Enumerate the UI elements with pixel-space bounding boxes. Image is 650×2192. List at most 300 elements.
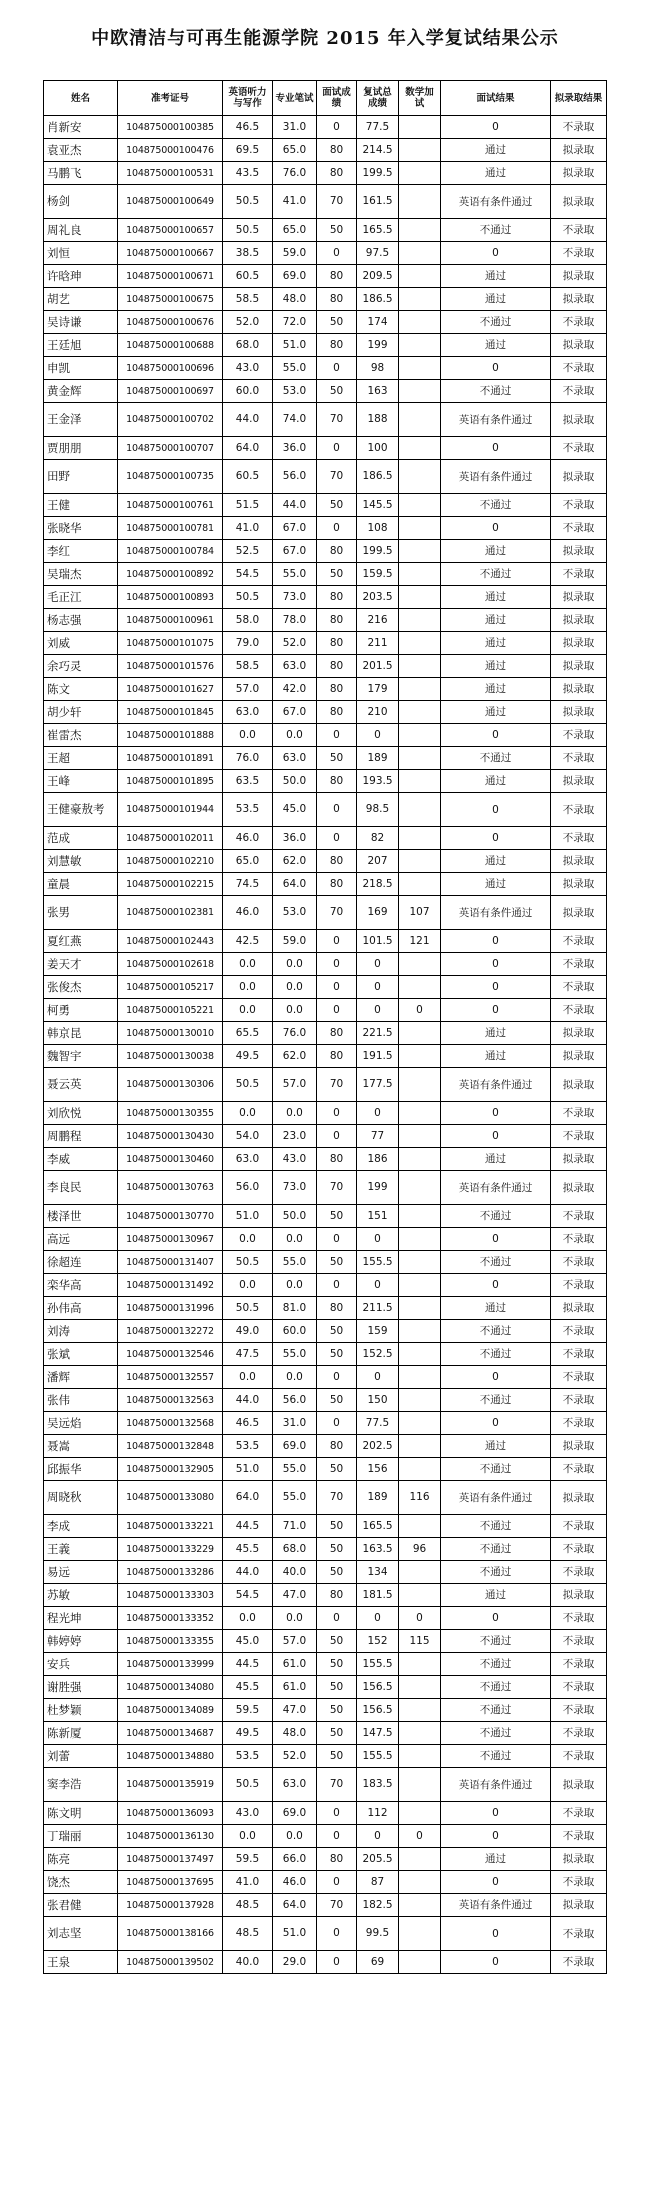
cell-math-extra <box>399 850 441 873</box>
table-row <box>44 1458 607 1481</box>
cell-name: 袁亚杰 <box>44 139 118 162</box>
cell-major-written: 73.0 <box>273 586 317 609</box>
cell-math-extra <box>399 1699 441 1722</box>
cell-english: 63.0 <box>223 1148 273 1171</box>
table-row <box>44 1768 607 1802</box>
cell-english: 45.0 <box>223 1630 273 1653</box>
table-row <box>44 357 607 380</box>
cell-admission: 拟录取 <box>551 1435 607 1458</box>
cell-admission: 不录取 <box>551 793 607 827</box>
cell-total: 99.5 <box>357 1917 399 1951</box>
cell-exam-id: 104875000130770 <box>118 1205 223 1228</box>
cell-admission: 不录取 <box>551 953 607 976</box>
cell-english: 60.0 <box>223 380 273 403</box>
cell-name: 许晗珅 <box>44 265 118 288</box>
cell-exam-id: 104875000100702 <box>118 403 223 437</box>
cell-major-written: 47.0 <box>273 1699 317 1722</box>
cell-interview-score: 80 <box>317 334 357 357</box>
cell-admission: 不录取 <box>551 219 607 242</box>
cell-interview-score: 50 <box>317 219 357 242</box>
cell-major-written: 55.0 <box>273 1343 317 1366</box>
cell-major-written: 0.0 <box>273 1274 317 1297</box>
cell-major-written: 47.0 <box>273 1584 317 1607</box>
cell-interview-score: 0 <box>317 999 357 1022</box>
cell-english: 50.5 <box>223 1768 273 1802</box>
cell-major-written: 78.0 <box>273 609 317 632</box>
cell-major-written: 42.0 <box>273 678 317 701</box>
cell-math-extra <box>399 609 441 632</box>
cell-name: 楼泽世 <box>44 1205 118 1228</box>
cell-exam-id: 104875000130355 <box>118 1102 223 1125</box>
cell-math-extra <box>399 288 441 311</box>
cell-interview-result: 0 <box>441 930 551 953</box>
cell-admission: 不录取 <box>551 1538 607 1561</box>
cell-math-extra <box>399 1745 441 1768</box>
cell-math-extra <box>399 1274 441 1297</box>
cell-english: 65.5 <box>223 1022 273 1045</box>
table-row <box>44 1515 607 1538</box>
cell-name: 陈文明 <box>44 1802 118 1825</box>
cell-math-extra <box>399 976 441 999</box>
cell-major-written: 48.0 <box>273 288 317 311</box>
cell-math-extra <box>399 1848 441 1871</box>
column-header-exam-id: 准考证号 <box>118 81 223 116</box>
cell-name: 聂嵩 <box>44 1435 118 1458</box>
cell-name: 王金泽 <box>44 403 118 437</box>
cell-math-extra <box>399 953 441 976</box>
cell-interview-score: 0 <box>317 116 357 139</box>
cell-interview-result: 不通过 <box>441 1722 551 1745</box>
cell-admission: 不录取 <box>551 724 607 747</box>
cell-name: 周礼良 <box>44 219 118 242</box>
cell-exam-id: 104875000100657 <box>118 219 223 242</box>
cell-english: 41.0 <box>223 1871 273 1894</box>
cell-total: 181.5 <box>357 1584 399 1607</box>
cell-name: 王廷旭 <box>44 334 118 357</box>
cell-major-written: 48.0 <box>273 1722 317 1745</box>
cell-admission: 不录取 <box>551 1699 607 1722</box>
cell-major-written: 72.0 <box>273 311 317 334</box>
table-row <box>44 1802 607 1825</box>
cell-major-written: 69.0 <box>273 1435 317 1458</box>
cell-interview-result: 通过 <box>441 162 551 185</box>
cell-interview-score: 70 <box>317 1894 357 1917</box>
cell-admission: 拟录取 <box>551 678 607 701</box>
cell-exam-id: 104875000100649 <box>118 185 223 219</box>
cell-interview-result: 不通过 <box>441 494 551 517</box>
table-row <box>44 1917 607 1951</box>
cell-english: 51.5 <box>223 494 273 517</box>
table-row <box>44 288 607 311</box>
cell-major-written: 61.0 <box>273 1676 317 1699</box>
table-row <box>44 162 607 185</box>
cell-admission: 拟录取 <box>551 1068 607 1102</box>
cell-interview-score: 0 <box>317 1412 357 1435</box>
cell-admission: 拟录取 <box>551 632 607 655</box>
cell-english: 60.5 <box>223 265 273 288</box>
cell-math-extra: 0 <box>399 1607 441 1630</box>
cell-major-written: 71.0 <box>273 1515 317 1538</box>
cell-interview-score: 0 <box>317 793 357 827</box>
cell-total: 155.5 <box>357 1653 399 1676</box>
cell-english: 54.0 <box>223 1125 273 1148</box>
cell-math-extra <box>399 1676 441 1699</box>
cell-total: 87 <box>357 1871 399 1894</box>
cell-interview-result: 英语有条件通过 <box>441 896 551 930</box>
table-row <box>44 517 607 540</box>
cell-major-written: 41.0 <box>273 185 317 219</box>
cell-interview-score: 80 <box>317 265 357 288</box>
cell-math-extra <box>399 1768 441 1802</box>
cell-english: 49.5 <box>223 1045 273 1068</box>
cell-exam-id: 104875000133352 <box>118 1607 223 1630</box>
cell-math-extra <box>399 632 441 655</box>
cell-total: 165.5 <box>357 1515 399 1538</box>
cell-interview-result: 不通过 <box>441 1389 551 1412</box>
cell-exam-id: 104875000100961 <box>118 609 223 632</box>
cell-interview-score: 0 <box>317 1802 357 1825</box>
cell-admission: 拟录取 <box>551 1894 607 1917</box>
cell-interview-score: 80 <box>317 770 357 793</box>
cell-exam-id: 104875000100688 <box>118 334 223 357</box>
cell-name: 马鹏飞 <box>44 162 118 185</box>
cell-math-extra <box>399 1320 441 1343</box>
cell-english: 68.0 <box>223 334 273 357</box>
cell-admission: 不录取 <box>551 1389 607 1412</box>
cell-exam-id: 104875000100707 <box>118 437 223 460</box>
cell-major-written: 62.0 <box>273 850 317 873</box>
cell-interview-result: 通过 <box>441 1435 551 1458</box>
cell-english: 44.0 <box>223 1561 273 1584</box>
cell-english: 58.5 <box>223 655 273 678</box>
cell-math-extra <box>399 1584 441 1607</box>
cell-english: 53.5 <box>223 1745 273 1768</box>
cell-exam-id: 104875000133221 <box>118 1515 223 1538</box>
cell-interview-score: 50 <box>317 1343 357 1366</box>
table-row <box>44 1389 607 1412</box>
cell-name: 夏红燕 <box>44 930 118 953</box>
table-row <box>44 1366 607 1389</box>
cell-total: 186.5 <box>357 460 399 494</box>
column-header-interview-result: 面试结果 <box>441 81 551 116</box>
cell-english: 0.0 <box>223 999 273 1022</box>
cell-english: 43.5 <box>223 162 273 185</box>
cell-interview-result: 不通过 <box>441 563 551 586</box>
cell-exam-id: 104875000101845 <box>118 701 223 724</box>
cell-english: 42.5 <box>223 930 273 953</box>
cell-interview-result: 不通过 <box>441 1630 551 1653</box>
cell-admission: 不录取 <box>551 1722 607 1745</box>
table-row <box>44 850 607 873</box>
cell-name: 李红 <box>44 540 118 563</box>
cell-interview-result: 通过 <box>441 873 551 896</box>
cell-admission: 不录取 <box>551 1343 607 1366</box>
cell-exam-id: 104875000100892 <box>118 563 223 586</box>
cell-major-written: 0.0 <box>273 1825 317 1848</box>
cell-major-written: 81.0 <box>273 1297 317 1320</box>
cell-exam-id: 104875000132557 <box>118 1366 223 1389</box>
cell-exam-id: 104875000135919 <box>118 1768 223 1802</box>
cell-total: 193.5 <box>357 770 399 793</box>
cell-interview-result: 英语有条件通过 <box>441 1481 551 1515</box>
cell-interview-score: 80 <box>317 1148 357 1171</box>
cell-math-extra <box>399 1125 441 1148</box>
cell-exam-id: 104875000130967 <box>118 1228 223 1251</box>
cell-interview-score: 50 <box>317 1561 357 1584</box>
cell-interview-score: 0 <box>317 1871 357 1894</box>
cell-admission: 不录取 <box>551 1102 607 1125</box>
cell-interview-result: 通过 <box>441 655 551 678</box>
cell-exam-id: 104875000105221 <box>118 999 223 1022</box>
cell-exam-id: 104875000130038 <box>118 1045 223 1068</box>
cell-major-written: 61.0 <box>273 1653 317 1676</box>
cell-exam-id: 104875000130306 <box>118 1068 223 1102</box>
cell-admission: 拟录取 <box>551 1171 607 1205</box>
cell-english: 45.5 <box>223 1538 273 1561</box>
cell-major-written: 36.0 <box>273 437 317 460</box>
cell-math-extra <box>399 139 441 162</box>
cell-interview-result: 通过 <box>441 1297 551 1320</box>
table-row <box>44 1561 607 1584</box>
cell-interview-score: 80 <box>317 632 357 655</box>
cell-english: 49.5 <box>223 1722 273 1745</box>
cell-english: 54.5 <box>223 1584 273 1607</box>
cell-total: 221.5 <box>357 1022 399 1045</box>
cell-interview-result: 通过 <box>441 139 551 162</box>
cell-admission: 不录取 <box>551 999 607 1022</box>
cell-admission: 不录取 <box>551 1676 607 1699</box>
cell-english: 44.5 <box>223 1515 273 1538</box>
cell-total: 77.5 <box>357 116 399 139</box>
cell-interview-score: 50 <box>317 1515 357 1538</box>
cell-english: 44.0 <box>223 1389 273 1412</box>
cell-major-written: 59.0 <box>273 242 317 265</box>
cell-name: 丁瑞丽 <box>44 1825 118 1848</box>
table-row <box>44 1045 607 1068</box>
cell-total: 183.5 <box>357 1768 399 1802</box>
cell-admission: 不录取 <box>551 1320 607 1343</box>
cell-admission: 不录取 <box>551 1125 607 1148</box>
cell-total: 207 <box>357 850 399 873</box>
cell-exam-id: 104875000133080 <box>118 1481 223 1515</box>
table-row <box>44 1205 607 1228</box>
cell-interview-score: 70 <box>317 185 357 219</box>
cell-admission: 拟录取 <box>551 770 607 793</box>
cell-name: 姜天才 <box>44 953 118 976</box>
cell-admission: 拟录取 <box>551 403 607 437</box>
cell-total: 188 <box>357 403 399 437</box>
cell-interview-score: 70 <box>317 403 357 437</box>
cell-english: 63.0 <box>223 701 273 724</box>
cell-admission: 不录取 <box>551 1251 607 1274</box>
cell-interview-result: 通过 <box>441 265 551 288</box>
cell-interview-result: 不通过 <box>441 1458 551 1481</box>
cell-admission: 拟录取 <box>551 1148 607 1171</box>
cell-interview-score: 80 <box>317 1045 357 1068</box>
cell-interview-result: 0 <box>441 1102 551 1125</box>
cell-major-written: 68.0 <box>273 1538 317 1561</box>
cell-interview-result: 英语有条件通过 <box>441 1068 551 1102</box>
cell-total: 152.5 <box>357 1343 399 1366</box>
cell-english: 44.5 <box>223 1653 273 1676</box>
cell-total: 100 <box>357 437 399 460</box>
cell-total: 189 <box>357 1481 399 1515</box>
cell-major-written: 31.0 <box>273 1412 317 1435</box>
cell-exam-id: 104875000105217 <box>118 976 223 999</box>
cell-english: 54.5 <box>223 563 273 586</box>
cell-major-written: 65.0 <box>273 219 317 242</box>
cell-math-extra <box>399 1343 441 1366</box>
table-row <box>44 1435 607 1458</box>
cell-english: 50.5 <box>223 586 273 609</box>
cell-interview-score: 0 <box>317 437 357 460</box>
cell-admission: 拟录取 <box>551 586 607 609</box>
cell-major-written: 0.0 <box>273 976 317 999</box>
cell-interview-score: 80 <box>317 609 357 632</box>
cell-interview-result: 不通过 <box>441 1343 551 1366</box>
cell-exam-id: 104875000132272 <box>118 1320 223 1343</box>
cell-interview-score: 70 <box>317 1171 357 1205</box>
cell-total: 191.5 <box>357 1045 399 1068</box>
cell-english: 52.0 <box>223 311 273 334</box>
cell-interview-score: 0 <box>317 1125 357 1148</box>
table-row <box>44 1228 607 1251</box>
cell-name: 李成 <box>44 1515 118 1538</box>
cell-english: 60.5 <box>223 460 273 494</box>
cell-exam-id: 104875000100676 <box>118 311 223 334</box>
table-row <box>44 586 607 609</box>
page-title: 中欧清洁与可再生能源学院 2015 年入学复试结果公示 <box>91 28 559 49</box>
cell-total: 0 <box>357 1366 399 1389</box>
cell-interview-score: 50 <box>317 747 357 770</box>
cell-total: 77 <box>357 1125 399 1148</box>
cell-english: 63.5 <box>223 770 273 793</box>
cell-major-written: 50.0 <box>273 770 317 793</box>
cell-interview-score: 0 <box>317 1366 357 1389</box>
cell-exam-id: 104875000133999 <box>118 1653 223 1676</box>
cell-english: 74.5 <box>223 873 273 896</box>
cell-total: 155.5 <box>357 1251 399 1274</box>
cell-interview-result: 通过 <box>441 334 551 357</box>
cell-exam-id: 104875000100784 <box>118 540 223 563</box>
cell-total: 161.5 <box>357 185 399 219</box>
table-row <box>44 873 607 896</box>
cell-math-extra: 115 <box>399 1630 441 1653</box>
cell-name: 张晓华 <box>44 517 118 540</box>
cell-total: 97.5 <box>357 242 399 265</box>
cell-admission: 不录取 <box>551 827 607 850</box>
cell-interview-result: 通过 <box>441 678 551 701</box>
cell-interview-result: 通过 <box>441 850 551 873</box>
cell-exam-id: 104875000133303 <box>118 1584 223 1607</box>
cell-admission: 不录取 <box>551 311 607 334</box>
cell-name: 崔雷杰 <box>44 724 118 747</box>
cell-interview-score: 0 <box>317 953 357 976</box>
cell-total: 203.5 <box>357 586 399 609</box>
cell-interview-score: 80 <box>317 162 357 185</box>
cell-admission: 拟录取 <box>551 873 607 896</box>
cell-interview-result: 通过 <box>441 586 551 609</box>
cell-math-extra <box>399 1171 441 1205</box>
table-row <box>44 1297 607 1320</box>
cell-major-written: 76.0 <box>273 1022 317 1045</box>
cell-exam-id: 104875000130763 <box>118 1171 223 1205</box>
cell-exam-id: 104875000133355 <box>118 1630 223 1653</box>
cell-exam-id: 104875000101075 <box>118 632 223 655</box>
cell-name: 魏智宇 <box>44 1045 118 1068</box>
cell-name: 孙伟高 <box>44 1297 118 1320</box>
cell-english: 58.0 <box>223 609 273 632</box>
cell-math-extra <box>399 1068 441 1102</box>
cell-name: 陈文 <box>44 678 118 701</box>
cell-total: 69 <box>357 1951 399 1974</box>
cell-interview-score: 70 <box>317 1068 357 1102</box>
cell-english: 44.0 <box>223 403 273 437</box>
cell-english: 46.0 <box>223 827 273 850</box>
cell-exam-id: 104875000101627 <box>118 678 223 701</box>
cell-total: 179 <box>357 678 399 701</box>
table-row <box>44 1538 607 1561</box>
cell-exam-id: 104875000101891 <box>118 747 223 770</box>
cell-math-extra <box>399 678 441 701</box>
cell-english: 59.5 <box>223 1848 273 1871</box>
cell-admission: 不录取 <box>551 517 607 540</box>
cell-math-extra <box>399 311 441 334</box>
cell-math-extra <box>399 242 441 265</box>
cell-interview-result: 0 <box>441 724 551 747</box>
cell-total: 211.5 <box>357 1297 399 1320</box>
cell-name: 张伟 <box>44 1389 118 1412</box>
cell-interview-score: 50 <box>317 1699 357 1722</box>
cell-exam-id: 104875000137928 <box>118 1894 223 1917</box>
cell-exam-id: 104875000132546 <box>118 1343 223 1366</box>
cell-exam-id: 104875000132563 <box>118 1389 223 1412</box>
cell-name: 刘志坚 <box>44 1917 118 1951</box>
cell-english: 50.5 <box>223 1068 273 1102</box>
cell-english: 52.5 <box>223 540 273 563</box>
cell-interview-result: 不通过 <box>441 1251 551 1274</box>
cell-name: 王超 <box>44 747 118 770</box>
cell-name: 高远 <box>44 1228 118 1251</box>
cell-name: 刘蕾 <box>44 1745 118 1768</box>
cell-admission: 不录取 <box>551 1366 607 1389</box>
cell-interview-result: 0 <box>441 1951 551 1974</box>
cell-interview-result: 不通过 <box>441 1745 551 1768</box>
cell-interview-score: 50 <box>317 494 357 517</box>
cell-interview-score: 0 <box>317 1917 357 1951</box>
cell-interview-score: 80 <box>317 1297 357 1320</box>
cell-major-written: 44.0 <box>273 494 317 517</box>
cell-interview-result: 通过 <box>441 1045 551 1068</box>
table-row <box>44 139 607 162</box>
cell-admission: 拟录取 <box>551 1848 607 1871</box>
cell-math-extra <box>399 1951 441 1974</box>
cell-admission: 拟录取 <box>551 701 607 724</box>
cell-exam-id: 104875000100697 <box>118 380 223 403</box>
cell-math-extra <box>399 1515 441 1538</box>
cell-total: 145.5 <box>357 494 399 517</box>
cell-english: 53.5 <box>223 793 273 827</box>
cell-total: 0 <box>357 1228 399 1251</box>
table-row <box>44 1699 607 1722</box>
table-row <box>44 563 607 586</box>
cell-total: 112 <box>357 1802 399 1825</box>
cell-interview-result: 0 <box>441 1412 551 1435</box>
cell-major-written: 53.0 <box>273 896 317 930</box>
cell-major-written: 0.0 <box>273 1102 317 1125</box>
cell-name: 张斌 <box>44 1343 118 1366</box>
cell-english: 0.0 <box>223 976 273 999</box>
